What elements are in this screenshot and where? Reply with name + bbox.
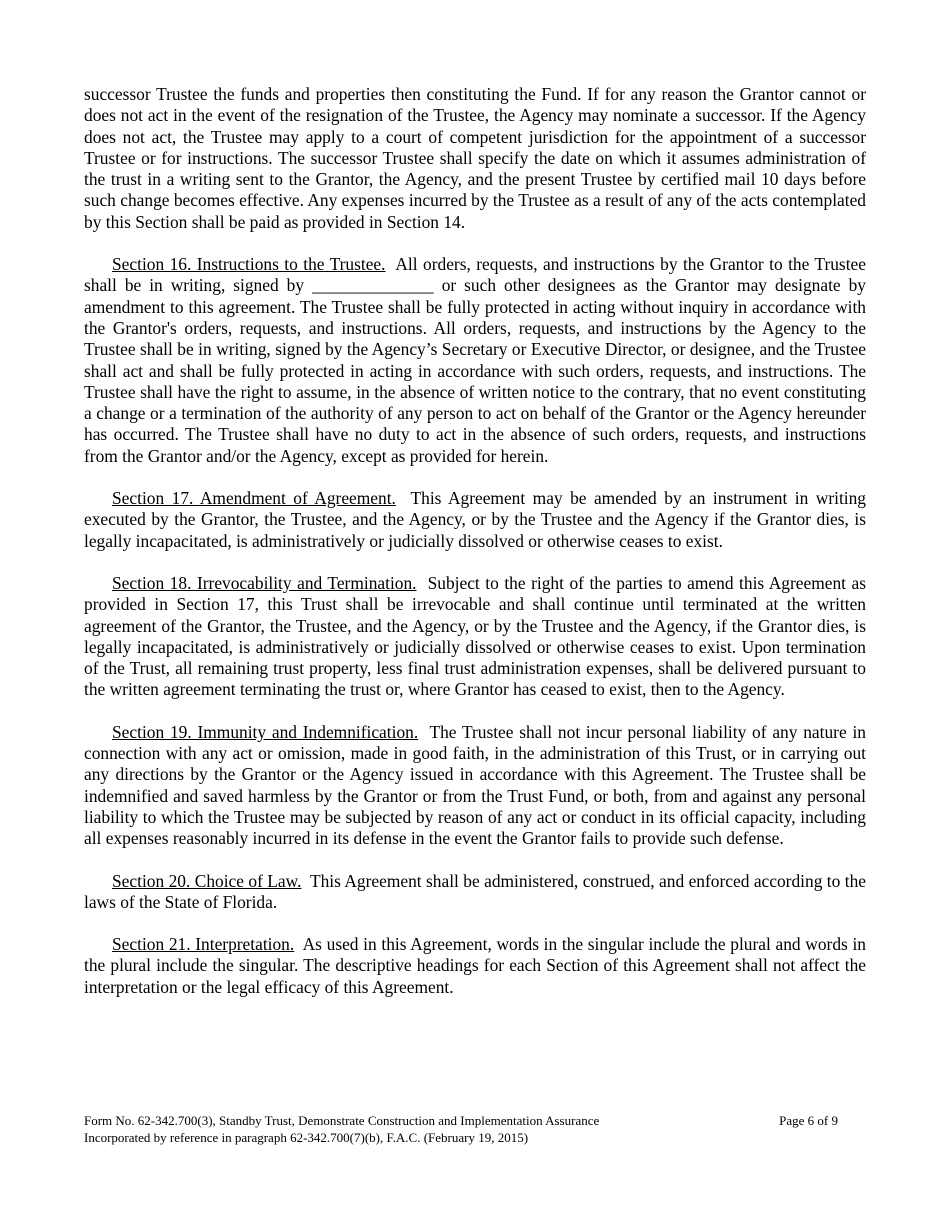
paragraph-text: Subject to the right of the parties to amend this Agreement as provided in Section 17, this Trust shall be irrevocable and shall continue until terminated at the written agreement of the Grantor, the Trustee, and the Agency, or by the Trustee and the Agency, if the Grantor dies, is legally incapacitated, is administratively or judicially dissolved or otherwise ceases to exist. Upon termination of the Trust, all remaining trust property, less final trust administration expenses, shall be delivered pursuant to the written agreement terminating the trust or, where Grantor has ceased to exist, then to the Agency.	[84, 572, 866, 700]
paragraph-section-17	[84, 488, 866, 552]
page-number: Page 6 of 9	[779, 1113, 838, 1128]
footer-reference-line: Incorporated by reference in paragraph 62-342.700(7)(b), F.A.C. (February 19, 2015)	[84, 1129, 529, 1145]
section-heading: Section 19. Immunity and Indemnification.	[112, 721, 419, 742]
paragraph-text: This Agreement shall be administered, construed, and enforced according to the laws of the State of Florida.	[84, 870, 866, 912]
paragraph-section-18	[84, 573, 866, 701]
section-heading: Section 17. Amendment of Agreement.	[112, 488, 396, 509]
paragraph-section-19	[84, 722, 866, 850]
section-heading: Section 20. Choice of Law.	[112, 870, 302, 891]
paragraph-section-21	[84, 934, 866, 998]
paragraph-text: This Agreement may be amended by an instrument in writing executed by the Grantor, the Trustee, and the Agency, or by the Trustee and the Agency if the Grantor dies, is legally incapacitated, is administratively or judicially dissolved or otherwise ceases to exist.	[84, 488, 867, 551]
section-heading: Section 18. Irrevocability and Termination.	[112, 572, 417, 593]
paragraph-section-20	[84, 871, 866, 914]
paragraph-section-16	[84, 254, 866, 467]
paragraph-text: successor Trustee the funds and properties then constituting the Fund. If for any reason the Grantor cannot or does not act in the event of the resignation of the Trustee, the Agency may nominate a successor. If the Agency does not act, the Trustee may apply to a court of competent jurisdiction for the appointment of a successor Trustee or for instructions. The successor Trustee shall specify the date on which it assumes administration of the trust in a writing sent to the Grantor, the Agency, and the present Trustee by certified mail 10 days before such change becomes effective. Any expenses incurred by the Trustee as a result of any of the acts contemplated by this Section shall be paid as provided in Section 14.	[84, 84, 866, 232]
document-body	[84, 84, 866, 1019]
section-heading: Section 21. Interpretation.	[112, 934, 295, 955]
paragraph-text: The Trustee shall not incur personal liability of any nature in connection with any act or omission, made in good faith, in the administration of this Trust, or in carrying out any directions by the Grantor or the Agency issued in accordance with this Agreement. The Trustee shall be indemnified and saved harmless by the Grantor or from the Trust Fund, or both, from and against any personal liability to which the Trustee may be subjected by reason of any act or conduct in its official capacity, including all expenses reasonably incurred in its defense in the event the Grantor fails to provide such defense.	[84, 721, 866, 849]
paragraph-section-15-continued	[84, 84, 866, 233]
page-footer	[84, 1113, 844, 1146]
paragraph-text: As used in this Agreement, words in the singular include the plural and words in the plural include the singular. The descriptive headings for each Section of this Agreement shall not affect the interpretation or the legal efficacy of this Agreement.	[84, 934, 866, 997]
footer-form-line: Form No. 62-342.700(3), Standby Trust, Demonstrate Construction and Implementation Assurance	[84, 1113, 600, 1128]
section-heading: Section 16. Instructions to the Trustee.	[112, 254, 386, 275]
paragraph-text: All orders, requests, and instructions by the Grantor to the Trustee shall be in writing, signed by ______________ or such other designees as the Grantor may designate by amendment to this agreement. The Trustee shall be fully protected in acting without inquiry in accordance with the Grantor's orders, requests, and instructions. All orders, requests, and instructions by the Agency to the Trustee shall be in writing, signed by the Agency’s Secretary or Executive Director, or designee, and the Trustee shall act and shall be fully protected in acting in accordance with such orders, requests, and instructions. The Trustee shall have the right to assume, in the absence of written notice to the contrary, that no event constituting a change or a termination of the authority of any person to act on behalf of the Grantor or the Agency hereunder has occurred. The Trustee shall have no duty to act in the absence of such orders, requests, and instructions from the Grantor and/or the Agency, except as provided for herein.	[84, 254, 866, 466]
